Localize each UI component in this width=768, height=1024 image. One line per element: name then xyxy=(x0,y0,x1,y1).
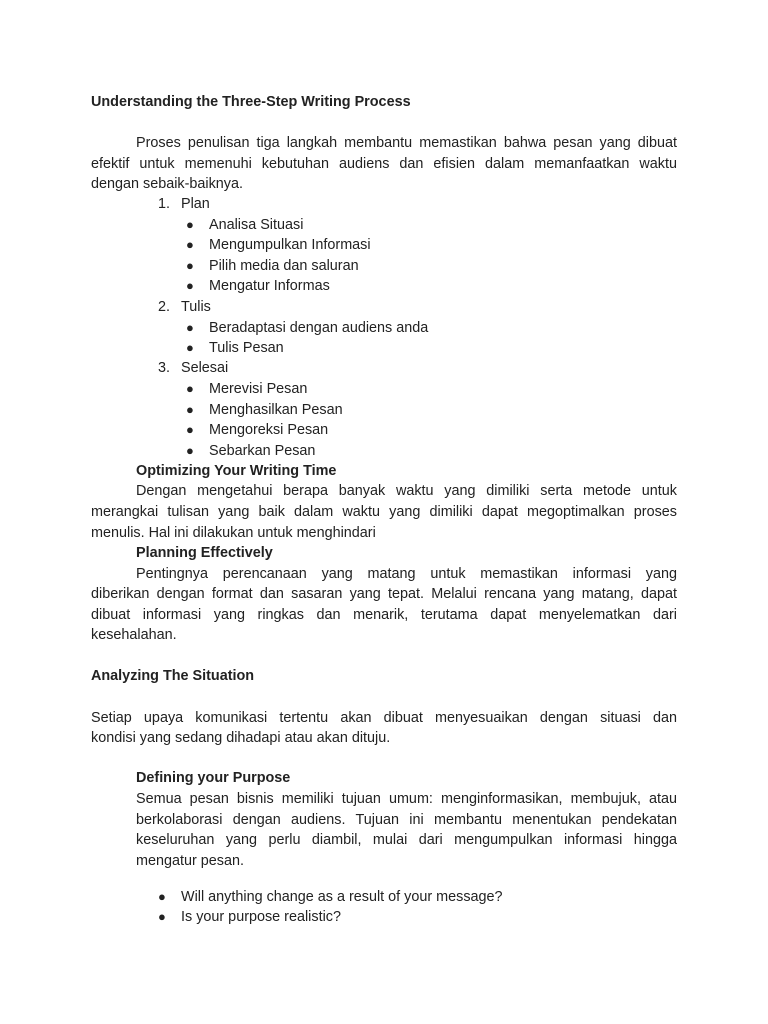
list-number: 1. xyxy=(158,196,171,212)
step-label-tulis: Tulis xyxy=(181,299,211,315)
bullet-icon: ● xyxy=(186,443,194,458)
paragraph-line: diberikan dengan format dan sasaran yang tepat. Melalui rencana yang matang, dapat xyxy=(91,586,677,602)
question-item: Will anything change as a result of your message? xyxy=(181,889,503,905)
list-item: Sebarkan Pesan xyxy=(209,443,316,459)
paragraph-line: menulis. Hal ini dilakukan untuk menghindari xyxy=(91,525,376,541)
section-title-analyzing: Analyzing The Situation xyxy=(91,668,255,684)
list-item: Tulis Pesan xyxy=(209,340,284,356)
paragraph-line: efektif untuk memenuhi kebutuhan audiens dan efisien dalam memanfaatkan waktu xyxy=(91,156,677,172)
bullet-icon: ● xyxy=(186,237,194,252)
paragraph-line: kondisi yang sedang dihadapi atau akan dituju. xyxy=(91,730,391,746)
bullet-icon: ● xyxy=(186,278,194,293)
bullet-icon: ● xyxy=(186,320,194,335)
paragraph-line: merangkai tulisan yang baik dalam waktu yang dimiliki dapat megoptimalkan proses xyxy=(91,504,677,520)
list-item: Mengumpulkan Informasi xyxy=(209,237,371,253)
bullet-icon: ● xyxy=(186,422,194,437)
paragraph-line: Dengan mengetahui berapa banyak waktu yang dimiliki serta metode untuk xyxy=(136,483,677,499)
paragraph-line: Pentingnya perencanaan yang matang untuk memastikan informasi yang xyxy=(136,566,677,582)
step-label-selesai: Selesai xyxy=(181,360,229,376)
step-label-plan: Plan xyxy=(181,196,210,212)
paragraph-line: dengan sebaik-baiknya. xyxy=(91,176,244,192)
list-item: Mengoreksi Pesan xyxy=(209,422,329,438)
bullet-icon: ● xyxy=(186,258,194,273)
bullet-icon: ● xyxy=(186,381,194,396)
paragraph-line: Proses penulisan tiga langkah membantu memastikan bahwa pesan yang dibuat xyxy=(136,135,677,151)
question-item: Is your purpose realistic? xyxy=(181,909,341,925)
list-number: 2. xyxy=(158,299,171,315)
list-item: Pilih media dan saluran xyxy=(209,258,359,274)
paragraph-line: mengatur pesan. xyxy=(136,853,245,869)
paragraph-line: kesehalahan. xyxy=(91,627,177,643)
bullet-icon: ● xyxy=(186,217,194,232)
list-item: Mengatur Informas xyxy=(209,278,330,294)
bullet-icon: ● xyxy=(158,909,166,924)
subheading-optimizing: Optimizing Your Writing Time xyxy=(136,463,337,479)
list-number: 3. xyxy=(158,360,171,376)
list-item: Analisa Situasi xyxy=(209,217,304,233)
paragraph-line: keseluruhan yang perlu diambil, mulai dari mengumpulkan informasi hingga xyxy=(136,832,677,848)
paragraph-line: berkolaborasi dengan audiens. Tujuan ini membantu menentukan pendekatan xyxy=(136,812,677,828)
subheading-purpose: Defining your Purpose xyxy=(136,770,291,786)
bullet-icon: ● xyxy=(158,889,166,904)
paragraph-line: Setiap upaya komunikasi tertentu akan dibuat menyesuaikan dengan situasi dan xyxy=(91,710,677,726)
bullet-icon: ● xyxy=(186,402,194,417)
bullet-icon: ● xyxy=(186,340,194,355)
paragraph-line: Semua pesan bisnis memiliki tujuan umum: menginformasikan, membujuk, atau xyxy=(136,791,677,807)
subheading-planning: Planning Effectively xyxy=(136,545,273,561)
paragraph-line: dibuat informasi yang ringkas dan menarik, terutama dapat menyelematkan dari xyxy=(91,607,677,623)
list-item: Beradaptasi dengan audiens anda xyxy=(209,320,429,336)
list-item: Merevisi Pesan xyxy=(209,381,308,397)
list-item: Menghasilkan Pesan xyxy=(209,402,343,418)
section-title-three-step: Understanding the Three-Step Writing Process xyxy=(91,94,411,110)
